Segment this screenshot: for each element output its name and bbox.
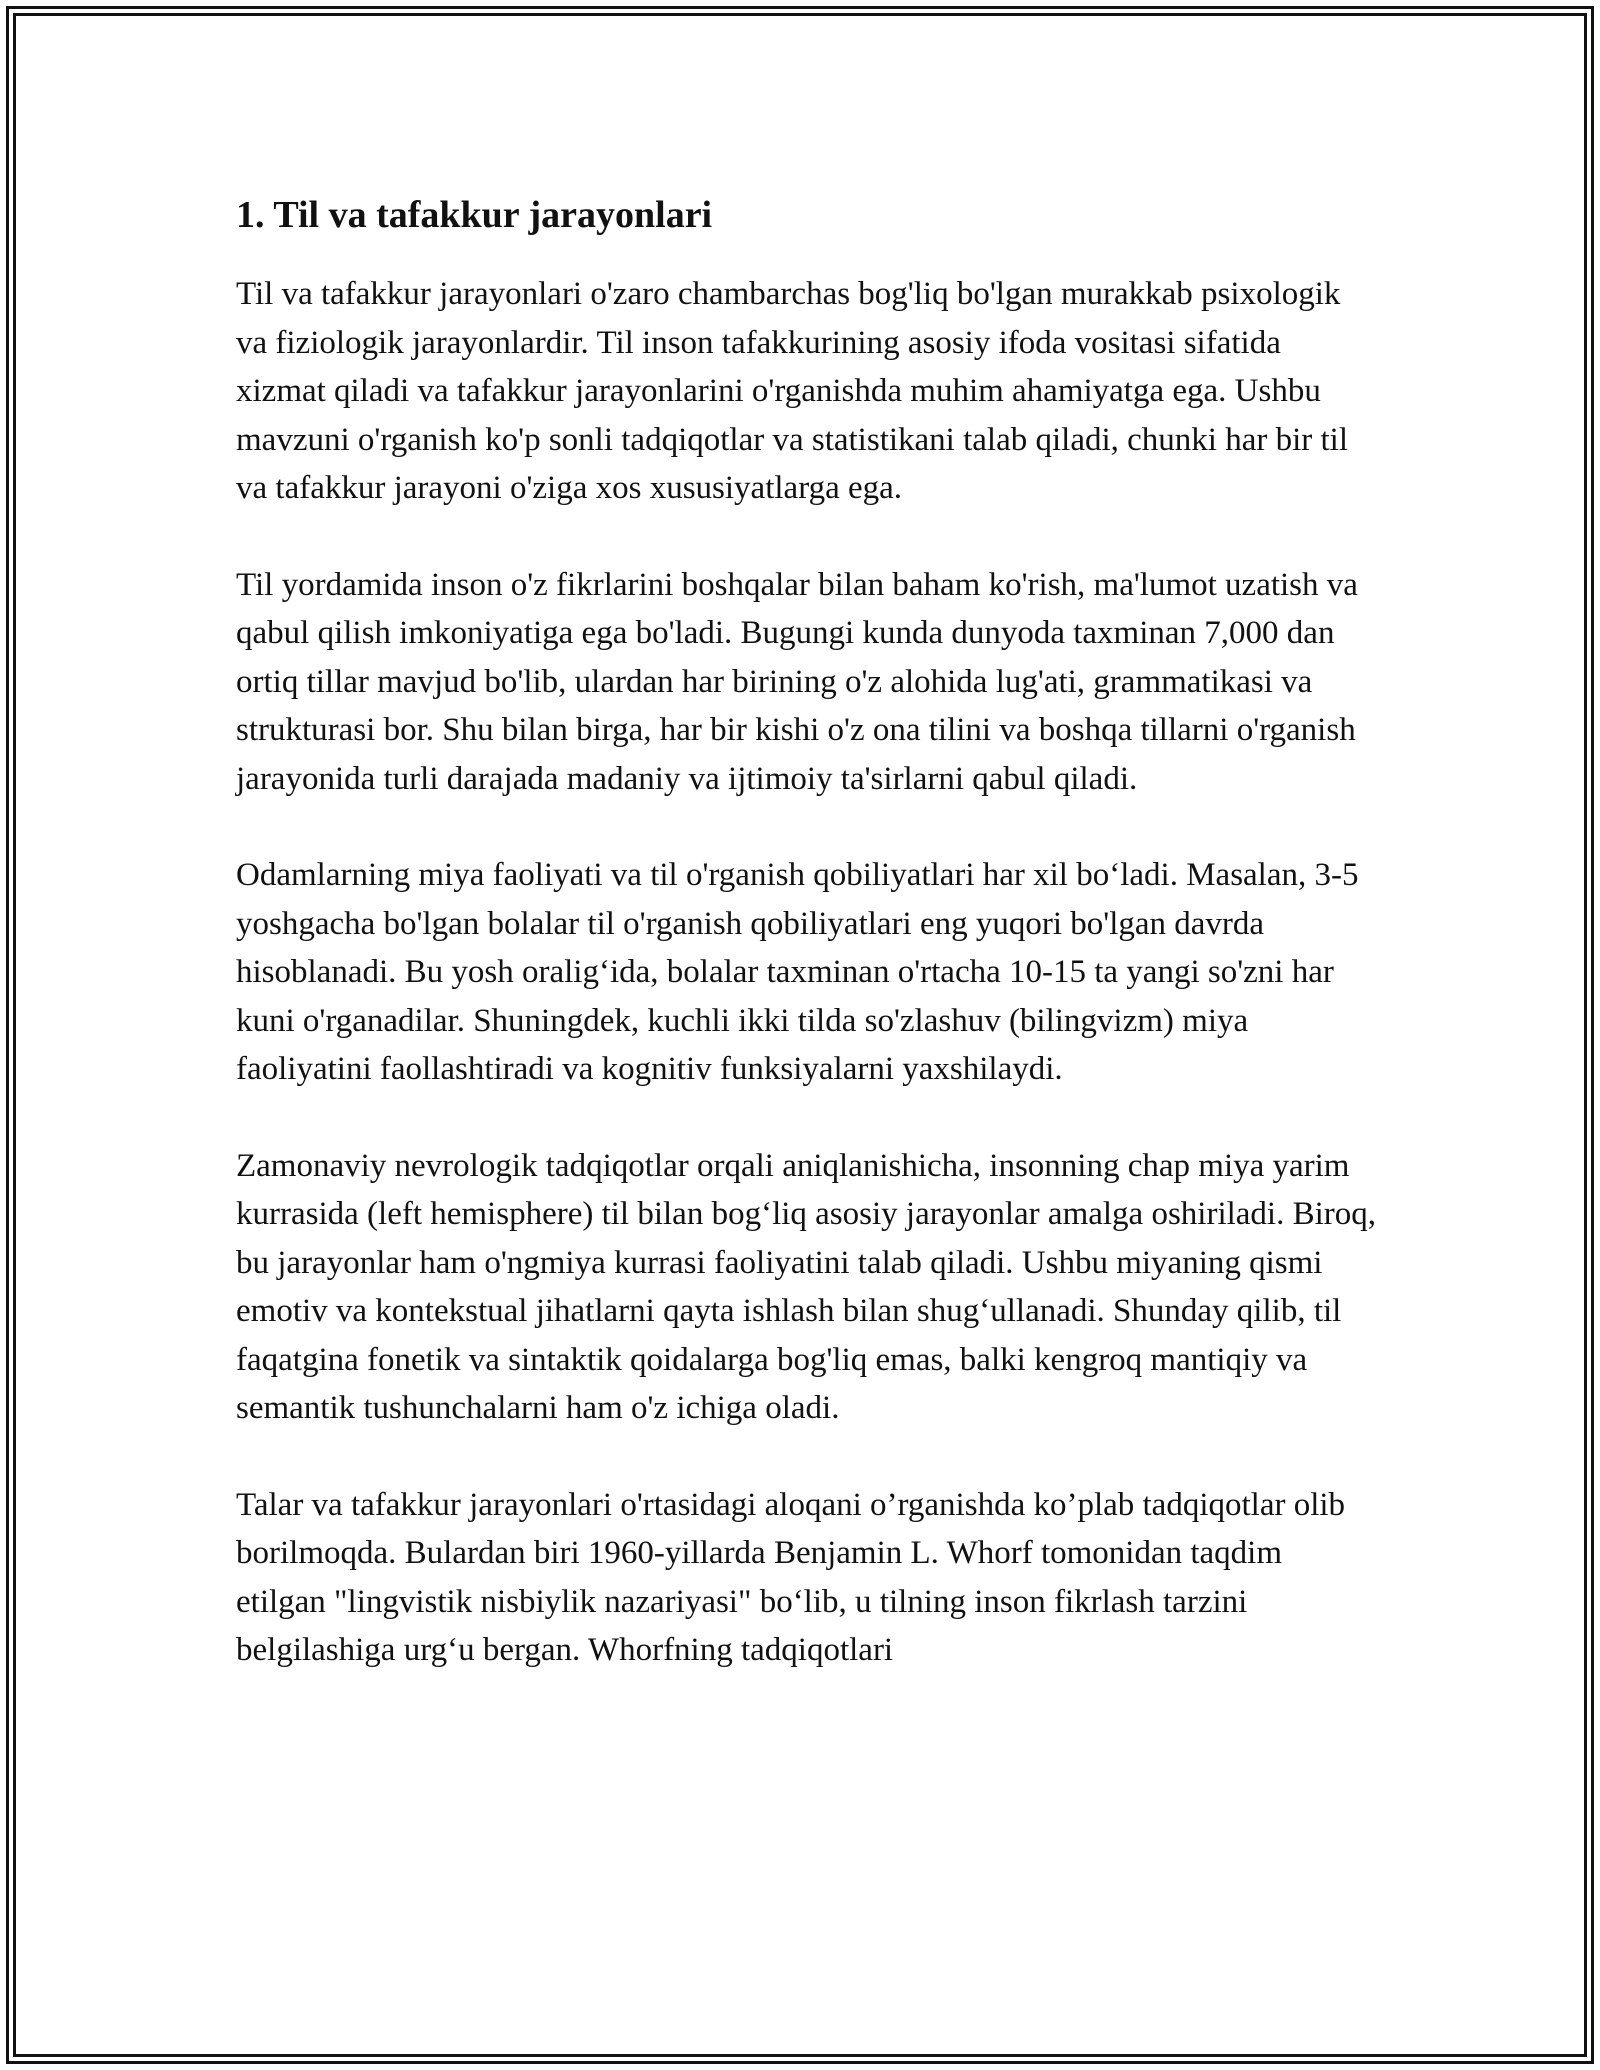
document-body (236, 188, 1376, 1675)
paragraph-2: Til yordamida inson o'z fikrlarini boshqalar bilan baham ko'rish, ma'lumot uzatish va qabul qilish imkoniyatiga ega bo'ladi. Bugungi kunda dunyoda taxminan 7,000 dan ortiq tillar mavjud bo'lib, ulardan har birining o'z alohida lug'ati, grammatikasi va strukturasi bor. Shu bilan birga, har bir kishi o'z ona tilini va boshqa tillarni o'rganish jarayonida turli darajada madaniy va ijtimoiy ta'sirlarni qabul qiladi. (236, 566, 1358, 797)
paragraph-5: Talar va tafakkur jarayonlari o'rtasidagi aloqani o’rganishda ko’plab tadqiqotlar olib borilmoqda. Bulardan biri 1960-yillarda Benjamin L. Whorf tomonidan taqdim etilgan "lingvistik nisbiylik nazariyasi" bo‘lib, u tilning inson fikrlash tarzini belgilashiga urg‘u bergan. Whorfning tadqiqotlari (236, 1486, 1346, 1668)
paragraph-4: Zamonaviy nevrologik tadqiqotlar orqali aniqlanishicha, insonning chap miya yarim kurrasida (left hemisphere) til bilan bog‘liq asosiy jarayonlar amalga oshiriladi. Biroq, bu jarayonlar ham o'ngmiya kurrasi faoliyatini talab qiladi. Ushbu miyaning qismi emotiv va kontekstual jihatlarni qayta ishlash bilan shug‘ullanadi. Shunday qilib, til faqatgina fonetik va sintaktik qoidalarga bog'liq emas, balki kengroq mantiqiy va semantik tushunchalarni ham o'z ichiga oladi. (236, 1147, 1377, 1426)
paragraph-3: Odamlarning miya faoliyati va til o'rganish qobiliyatlari har xil bo‘ladi. Masalan, 3-5 yoshgacha bo'lgan bolalar til o'rganish qobiliyatlari eng yuqori bo'lgan davrda hisoblanadi. Bu yosh oralig‘ida, bolalar taxminan o'rtacha 10-15 ta yangi so'zni har kuni o'rganadilar. Shuningdek, kuchli ikki tilda so'zlashuv (bilingvizm) miya faoliyatini faollashtiradi va kognitiv funksiyalarni yaxshilaydi. (236, 857, 1359, 1087)
section-heading: 1. Til va tafakkur jarayonlari (236, 194, 713, 236)
paragraph-1: Til va tafakkur jarayonlari o'zaro chambarchas bog'liq bo'lgan murakkab psixologik va fiziologik jarayonlardir. Til inson tafakkurining asosiy ifoda vositasi sifatida xizmat qiladi va tafakkur jarayonlarini o'rganishda muhim ahamiyatga ega. Ushbu mavzuni o'rganish ko'p sonli tadqiqotlar va statistikani talab qiladi, chunki har bir til va tafakkur jarayoni o'ziga xos xususiyatlarga ega. (236, 276, 1348, 506)
